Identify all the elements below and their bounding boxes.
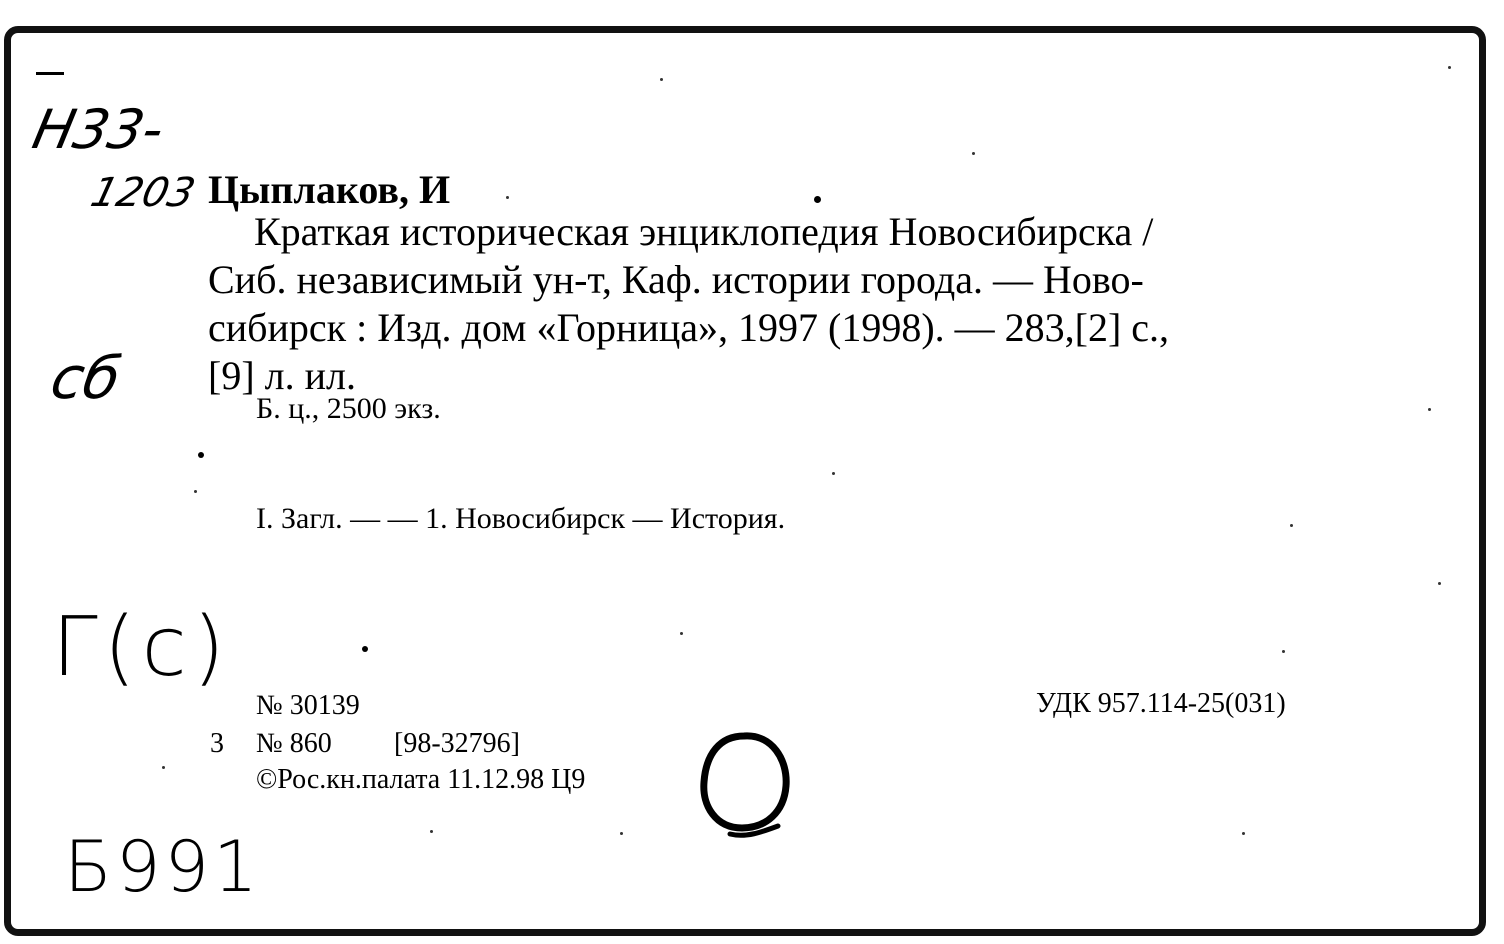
dot-mark bbox=[814, 196, 821, 203]
scan-speck bbox=[1290, 524, 1293, 527]
scan-speck bbox=[832, 472, 835, 475]
description-line-2: Сиб. независимый ун-т, Каф. истории города. — Ново- bbox=[208, 257, 1144, 302]
description-text-1: Краткая историческая энциклопедия Новосибирска / bbox=[254, 209, 1154, 254]
scan-speck bbox=[1448, 66, 1451, 69]
description-line-1 bbox=[208, 208, 1348, 256]
scan-speck bbox=[1428, 408, 1431, 411]
card-number: № 30139 bbox=[256, 690, 360, 721]
price-and-print-run: Б. ц., 2500 экз. bbox=[256, 392, 441, 425]
description-line-4: [9] л. ил. bbox=[208, 353, 356, 398]
scan-speck bbox=[660, 78, 663, 81]
udk-classification: УДК 957.114-25(031) bbox=[1036, 688, 1286, 719]
inventory-number: Б991 bbox=[64, 826, 262, 908]
registration-number: № 860 bbox=[256, 728, 332, 759]
card-description bbox=[208, 208, 1348, 400]
scan-speck bbox=[1438, 582, 1441, 585]
shelf-mark-dash bbox=[36, 72, 64, 75]
shelf-mark-line1: Н33- bbox=[27, 98, 170, 161]
description-line-3: сибирск : Изд. дом «Горница», 1997 (1998). — 283,[2] с., bbox=[208, 305, 1170, 350]
handwritten-note-sb: сб bbox=[46, 344, 126, 412]
registration-prefix: 3 bbox=[210, 728, 224, 759]
scan-speck bbox=[506, 196, 509, 199]
subject-headings: I. Загл. — — 1. Новосибирск — История. bbox=[256, 502, 786, 535]
card-heading-author: Цыплаков, И bbox=[208, 167, 451, 212]
scan-speck bbox=[162, 766, 165, 769]
hand-drawn-circle bbox=[694, 724, 798, 848]
registration-code: [98-32796] bbox=[394, 728, 520, 759]
scan-speck bbox=[430, 830, 433, 833]
shelf-mark-line2: 1203 bbox=[86, 170, 200, 216]
scan-speck bbox=[194, 490, 197, 493]
dot-mark bbox=[198, 452, 204, 458]
scan-speck bbox=[972, 152, 975, 155]
scan-speck bbox=[680, 632, 683, 635]
scan-speck bbox=[620, 832, 623, 835]
dot-mark bbox=[362, 646, 368, 652]
book-chamber-line: ©Рос.кн.палата 11.12.98 Ц9 bbox=[256, 764, 586, 795]
scan-speck bbox=[1242, 832, 1245, 835]
handwritten-note-gs: Г(с) bbox=[52, 600, 231, 695]
scan-speck bbox=[1282, 650, 1285, 653]
